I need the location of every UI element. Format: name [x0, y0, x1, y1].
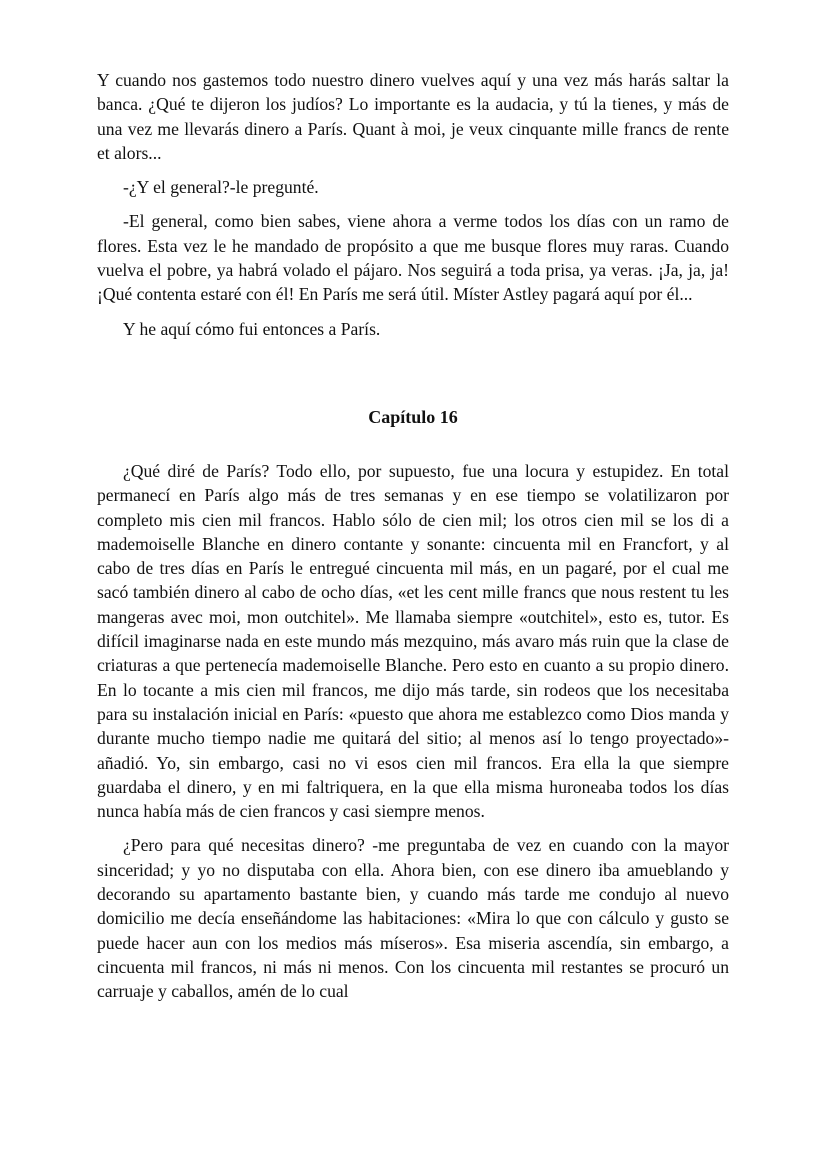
document-page: [97, 68, 729, 1014]
paragraph-5: ¿Qué diré de París? Todo ello, por supuesto, fue una locura y estupidez. En total permanecí en París algo más de tres semanas y en ese tiempo se volatilizaron por completo mis cien mil francos. Hablo sólo de cien mil; los otros cien mil se los di a mademoiselle Blanche en dinero contante y sonante: cincuenta mil en Francfort, y al cabo de tres días en París le entregué cincuenta mil más, en un pagaré, por el cual me sacó también dinero al cabo de ocho días, «et les cent mille francs que nous restent tu les mangeras avec moi, mon outchitel». Me llamaba siempre «outchitel», esto es, tutor. Es difícil imaginarse nada en este mundo más mezquino, más avaro más ruin que la clase de criaturas a que pertenecía mademoiselle Blanche. Pero esto en cuanto a su propio dinero. En lo tocante a mis cien mil francos, me dijo más tarde, sin rodeos que los necesitaba para su instalación inicial en París: «puesto que ahora me establezco como Dios manda y durante mucho tiempo nadie me quitará del sitio; al menos así lo tengo proyectado»-añadió. Yo, sin embargo, casi no vi esos cien mil francos. Era ella la que siempre guardaba el dinero, y en mi faltriquera, en la que ella misma huroneaba todos los días nunca había más de cien francos y casi siempre menos.: [97, 460, 729, 822]
paragraph-2: -¿Y el general?-le pregunté.: [123, 177, 319, 198]
paragraph-6: ¿Pero para qué necesitas dinero? -me preguntaba de vez en cuando con la mayor sinceridad; y yo no disputaba con ella. Ahora bien, con ese dinero iba amueblando y decorando su apartamento bastante bien, y cuando más tarde me condujo al nuevo domicilio me decía enseñándome las habitaciones: «Mira lo que con cálculo y gusto se puede hacer aun con los medios más míseros». Esa miseria ascendía, sin embargo, a cincuenta mil francos, ni más ni menos. Con los cincuenta mil restantes se procuró un carruaje y caballos, amén de lo cual: [97, 835, 729, 1002]
paragraph-3: -El general, como bien sabes, viene ahora a verme todos los días con un ramo de flores. Esta vez le he mandado de propósito a que me busque flores muy raras. Cuando vuelva el pobre, ya habrá volado el pájaro. Nos seguirá a toda prisa, ya veras. ¡Ja, ja, ja! ¡Qué contenta estaré con él! En París me será útil. Míster Astley pagará aquí por él...: [97, 211, 729, 305]
chapter-title: Capítulo 16: [368, 406, 458, 427]
paragraph-4: Y he aquí cómo fui entonces a París.: [123, 318, 381, 339]
paragraph-1: Y cuando nos gastemos todo nuestro dinero vuelves aquí y una vez más harás saltar la banca. ¿Qué te dijeron los judíos? Lo importante es la audacia, y tú la tienes, y más de una vez me llevarás dinero a París. Quant à moi, je veux cinquante mille francs de rente et alors...: [97, 70, 729, 163]
